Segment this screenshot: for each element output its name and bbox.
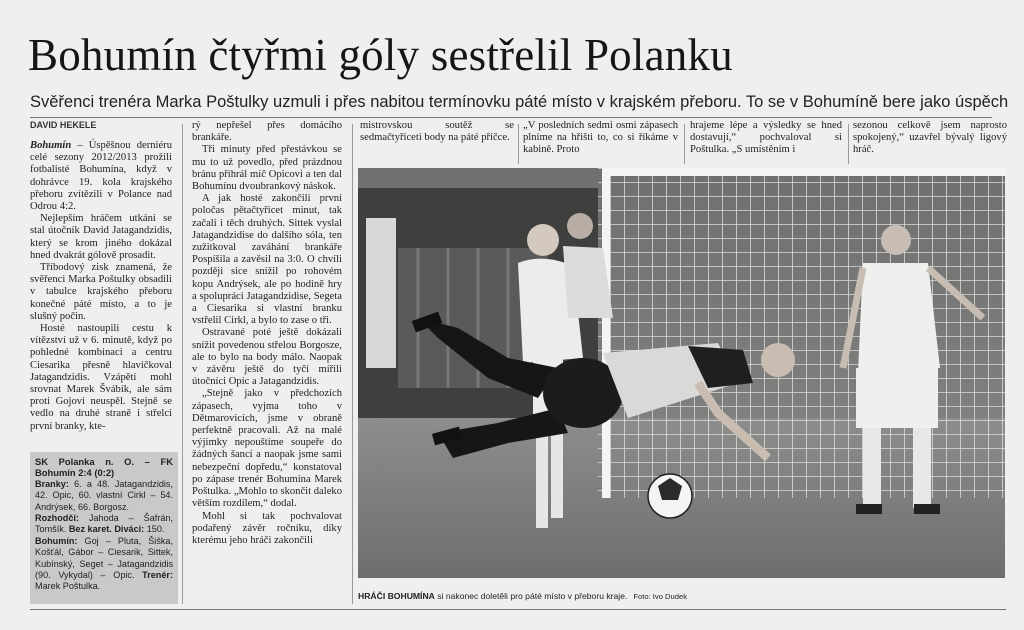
match-stats-box: [30, 452, 178, 604]
paragraph: A jak hosté zakončili první poločas pětačtyřicet minut, tak začali i těch druhých. Sittek vyslal Jatagandzidise do dalšího sóla, ten zužitkoval zaváhání brankáře Pospíšila a zavěsil na 3:0. O chvíli později sice snížil po rohovém kopu Andrýsek, ale po hodině hry a spolupráci Jatagandzidise, Segeta a Ciesarika si vlastní branku vstřelil Cirkl, a bylo to zase o tři.: [192, 193, 342, 327]
stats-goals: [35, 479, 173, 513]
paragraph: [30, 140, 172, 213]
article-column-4: [523, 120, 678, 157]
stats-label: Branky:: [35, 478, 69, 489]
stats-value: 150.: [146, 524, 165, 535]
column-divider: [684, 124, 685, 164]
stats-label: Trenér:: [142, 570, 173, 581]
column-divider: [352, 124, 353, 604]
stats-value: 6. a 48. Jatagandzidis, 42. Opic, 60. vlastní Cirkl – 54. Andrýsek, 66. Borgosz.: [35, 478, 174, 512]
paragraph: Hosté nastoupili cestu k vítězství už v 6. minutě, když po pohledné kombinaci a centru Ciesarika přesně hlavičkoval Jatagandzidis. Vzápětí mohl srovnat Marek Švábík, ale sám proti Gojovi neuspěl. Stejně se vedlo na druhé straně i střelci první branky, kte-: [30, 323, 172, 432]
paragraph: Tříbodový zisk znamená, že svěřenci Marka Poštulky obsadili v tabulce krajského přeboru konečné páté místo, a to je slušný počin.: [30, 262, 172, 322]
stats-label: Diváci:: [114, 524, 145, 535]
stats-value: Jahoda – Šafrán, Tomšík.: [35, 513, 174, 535]
dateline-city: Bohumín: [30, 140, 72, 151]
paragraph: „V posledních sedmi osmi zápasech plníme na hřišti to, co si říkáme v kabině. Proto: [523, 120, 678, 156]
paragraph: rý nepřešel přes domácího brankáře.: [192, 120, 342, 144]
stats-value: Marek Poštulka.: [35, 581, 101, 592]
photo-caption: [358, 591, 1005, 601]
paragraph: Tři minuty před přestávkou se mu to už povedlo, před prázdnou bránu přihrál míč Opicovi a ten dal Bohumínu dvoubrankový náskok.: [192, 144, 342, 193]
bottom-rule: [30, 609, 1006, 610]
match-photo: [358, 168, 1005, 578]
column-divider: [848, 124, 849, 164]
caption-lead: HRÁČI BOHUMÍNA: [358, 591, 435, 601]
paragraph: hrajeme lépe a výsledky se hned dostavují,“ pochvaloval si Poštulka. „S umístěním i: [690, 120, 842, 156]
paragraph: Nejlepším hráčem utkání se stal útočník David Jatagandzidis, který se krom jiného dokázal hned dvakrát gólově prosadit.: [30, 213, 172, 261]
stats-lineup: [35, 536, 173, 593]
article-column-5: [690, 120, 842, 157]
paragraph-text: – Úspěšnou derniéru celé sezony 2012/2013 prožili fotbalisté Bohumína, když v dohrávce 19. kola krajského přeboru zvítězili v Polance nad Odrou 4:2.: [30, 140, 172, 213]
stats-label: Rozhodčí:: [35, 513, 79, 524]
article-column-1: [30, 140, 172, 433]
article-column-2: [192, 120, 342, 547]
paragraph: sezonou celkově jsem naprosto spokojený,“ uzavřel bývalý ligový hráč.: [853, 120, 1007, 156]
article-column-6: [853, 120, 1007, 157]
stats-referee: [35, 513, 173, 536]
stats-value: Goj – Pluta, Šiška, Košťál, Gábor – Ciesarik, Sittek, Kubínský, Seget – Jatagandzidis (90. Vykydal) – Opic.: [35, 535, 174, 581]
column-divider: [518, 124, 519, 164]
article-headline: Bohumín čtyřmi góly sestřelil Polanku: [28, 30, 733, 80]
article-column-3: [360, 120, 514, 144]
article-subhead: Svěřenci trenéra Marka Poštulky uzmuli i přes nabitou termínovku páté místo v krajském přeboru. To se v Bohumíně bere jako úspěch: [30, 93, 1009, 111]
paragraph: Ostravané poté ještě dokázali snížit povedenou střelou Borgosze, ale to bylo na body málo. Naopak v závěru ještě do tyčí mířili útočníci Opic a Jatagandzidis.: [192, 327, 342, 388]
match-result-title: SK Polanka n. O. – FK Bohumín 2:4 (0:2): [35, 456, 173, 479]
stats-label: Bez karet.: [68, 524, 112, 535]
top-rule: [30, 117, 992, 118]
stats-label: Bohumín:: [35, 535, 78, 546]
paragraph: Mohl si tak pochvalovat podařený závěr ročníku, díky kterému jeho hráči zakončili: [192, 510, 342, 546]
photo-credit: Foto: Ivo Dudek: [633, 592, 687, 601]
football-scene-illustration: [358, 168, 1005, 578]
paragraph: mistrovskou soutěž se sedmačtyřiceti body na páté příčce.: [360, 120, 514, 144]
column-divider: [182, 124, 183, 604]
article-byline: DAVID HEKELE: [30, 120, 97, 130]
paragraph: „Stejně jako v předchozích zápasech, vyjma toho v Dětmarovicích, jsme v obraně perfektně pracovali. Až na malé výjimky nepouštíme soupeře do žádných šancí a naopak jsme sami nebezpeční dopředu,“ konstatoval po zápase trenér Bohumína Marek Poštulka. „Mohlo to skončit daleko větším rozdílem,“ dodal.: [192, 388, 342, 510]
caption-text: si nakonec doletěli pro páté místo v přeboru kraje.: [434, 591, 628, 601]
